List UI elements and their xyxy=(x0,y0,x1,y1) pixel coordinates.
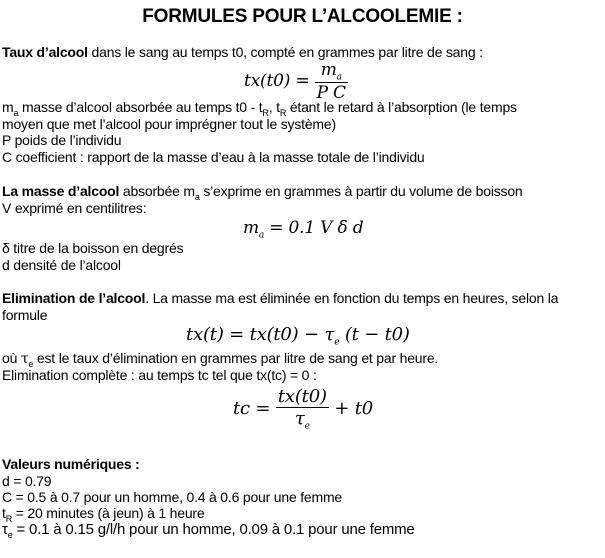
formula-masse xyxy=(243,218,363,240)
t: s’exprime en grammes à partir du volume de boisson xyxy=(199,183,523,199)
formula-taux xyxy=(244,60,348,103)
t: m xyxy=(2,99,14,115)
t: tc = xyxy=(233,397,271,419)
tau-symbol: τ xyxy=(2,521,8,538)
t: , t xyxy=(268,99,280,115)
formula-elimination xyxy=(186,324,410,348)
s3-heading: Elimination de l’alcool xyxy=(2,290,146,306)
t: = 0.1 à 0.15 g/l/h pour un homme, 0.09 à 0.1 pour une femme xyxy=(12,521,415,538)
s4-line4 xyxy=(2,522,415,543)
t: e xyxy=(7,530,13,540)
t: étant le retard à l’absorption (le temps xyxy=(286,99,517,115)
t: = 20 minutes (à jeun) à 1 heure xyxy=(12,505,205,521)
t: e xyxy=(28,358,34,369)
s3-line2: formule xyxy=(2,307,48,323)
s3-line4: Elimination complète : au temps tc tel que tx(tc) = 0 : xyxy=(2,367,317,383)
tau-symbol: τ xyxy=(20,351,29,367)
den: τ xyxy=(294,408,305,429)
s1-line4: C coefficient : rapport de la masse d’eau à la masse totale de l’individu xyxy=(2,149,425,165)
s4-line1: d = 0.79 xyxy=(2,473,52,489)
s2-line4: d densité de l’alcool xyxy=(2,257,121,273)
den-sub: e xyxy=(304,421,310,432)
t: R xyxy=(5,513,13,524)
s2-line2: V exprimé en centilitres: xyxy=(2,200,147,216)
s4-heading: Valeurs numériques : xyxy=(2,456,140,472)
t: est le taux d’élimination en grammes par litre de sang et par heure. xyxy=(33,350,439,366)
t: a xyxy=(13,107,19,118)
t: a xyxy=(194,191,200,202)
page-title: FORMULES POUR L’ALCOOLEMIE : xyxy=(142,6,463,27)
s1-heading: Taux d’alcool xyxy=(2,44,88,60)
t: (t − t0) xyxy=(339,324,410,345)
t: . La masse ma est éliminée en fonction du temps en heures, selon la xyxy=(145,290,559,306)
s1-intro xyxy=(2,44,483,60)
s4-line2: C = 0.5 à 0.7 pour un homme, 0.4 à 0.6 pour une femme xyxy=(2,489,343,505)
t: où xyxy=(2,350,21,366)
s2-line3: δ titre de la boisson en degrés xyxy=(2,240,184,256)
t: a xyxy=(258,230,265,241)
s2-heading: La masse d’alcool xyxy=(2,183,120,199)
fraction xyxy=(276,386,329,432)
fraction xyxy=(315,60,348,103)
s1-text: dans le sang au temps t0, compté en grammes par litre de sang : xyxy=(87,44,483,60)
den: P C xyxy=(316,83,346,104)
num-sub: a xyxy=(336,72,342,83)
formula-lhs: tx(t0) = xyxy=(244,71,310,92)
t: t xyxy=(2,505,6,521)
t: R xyxy=(279,107,287,118)
t: absorbée m xyxy=(119,183,195,199)
t: R xyxy=(262,107,269,118)
t: m xyxy=(243,218,259,238)
num: m xyxy=(320,60,337,80)
t: e xyxy=(334,337,340,348)
t: tx(t) = tx(t0) − τ xyxy=(186,324,335,345)
t: masse d’alcool absorbée au temps t0 - t xyxy=(18,99,263,115)
t: + t0 xyxy=(334,397,374,419)
s1-line3: P poids de l’individu xyxy=(2,132,122,148)
num: tx(t0) xyxy=(277,386,327,407)
formula-tc xyxy=(233,386,373,432)
s1-line2: moyen que met l’alcool pour imprégner tout le système) xyxy=(2,116,336,132)
t: = 0.1 V δ d xyxy=(264,218,364,238)
s3-intro xyxy=(2,290,558,306)
